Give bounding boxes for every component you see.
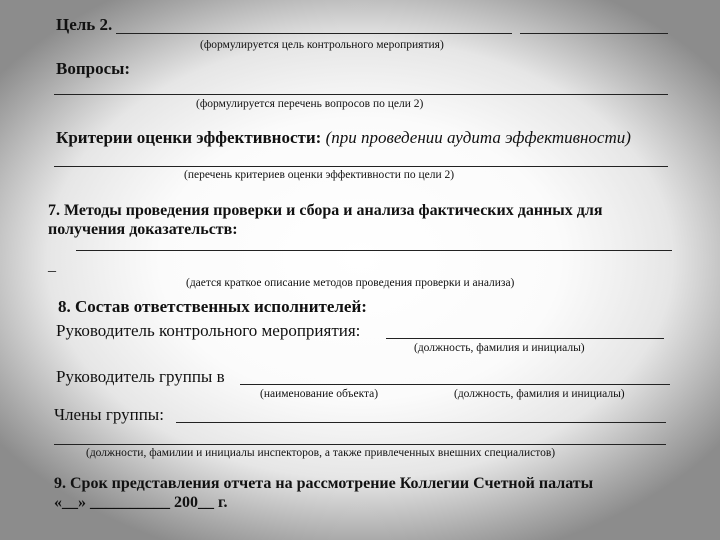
methods-dash: _	[48, 257, 56, 274]
criteria-note: (при проведении аудита эффективности)	[325, 128, 631, 147]
group-head-hint-object: (наименование объекта)	[260, 388, 379, 400]
criteria-label-row	[56, 129, 631, 146]
questions-line	[54, 94, 668, 95]
criteria-hint: (перечень критериев оценки эффективности по цели 2)	[184, 169, 455, 181]
staff-title: 8. Состав ответственных исполнителей:	[58, 297, 367, 316]
questions-label: Вопросы:	[56, 59, 131, 78]
methods-hint: (дается краткое описание методов проведения проверки и анализа)	[186, 277, 515, 289]
deadline-line2: «__» __________ 200__ г.	[54, 494, 228, 511]
group-head-label: Руководитель группы в	[56, 367, 225, 386]
deadline-line1: 9. Срок представления отчета на рассмотрение Коллегии Счетной палаты	[54, 475, 594, 492]
methods-title-line1: 7. Методы проведения проверки и сбора и анализа фактических данных для	[48, 202, 603, 219]
questions-hint: (формулируется перечень вопросов по цели 2)	[196, 98, 424, 110]
project-head-line	[386, 338, 664, 339]
goal-label: Цель 2.	[56, 15, 113, 34]
members-hint: (должности, фамилии и инициалы инспекторов, а также привлеченных внешних специалистов)	[86, 447, 556, 459]
group-head-hint-person: (должность, фамилия и инициалы)	[454, 388, 625, 400]
project-head-label: Руководитель контрольного мероприятия:	[56, 321, 361, 340]
criteria-label: Критерии оценки эффективности:	[56, 128, 322, 147]
methods-line	[76, 250, 672, 251]
goal-line	[116, 33, 512, 34]
group-head-line	[240, 384, 670, 385]
members-label: Члены группы:	[54, 405, 164, 424]
goal-line-extra	[520, 33, 668, 34]
goal-hint: (формулируется цель контрольного мероприятия)	[200, 39, 444, 51]
methods-title-line2: получения доказательств:	[48, 221, 238, 238]
members-line-2	[54, 444, 666, 445]
members-line	[176, 422, 666, 423]
criteria-line	[54, 166, 668, 167]
project-head-hint: (должность, фамилия и инициалы)	[414, 342, 585, 354]
